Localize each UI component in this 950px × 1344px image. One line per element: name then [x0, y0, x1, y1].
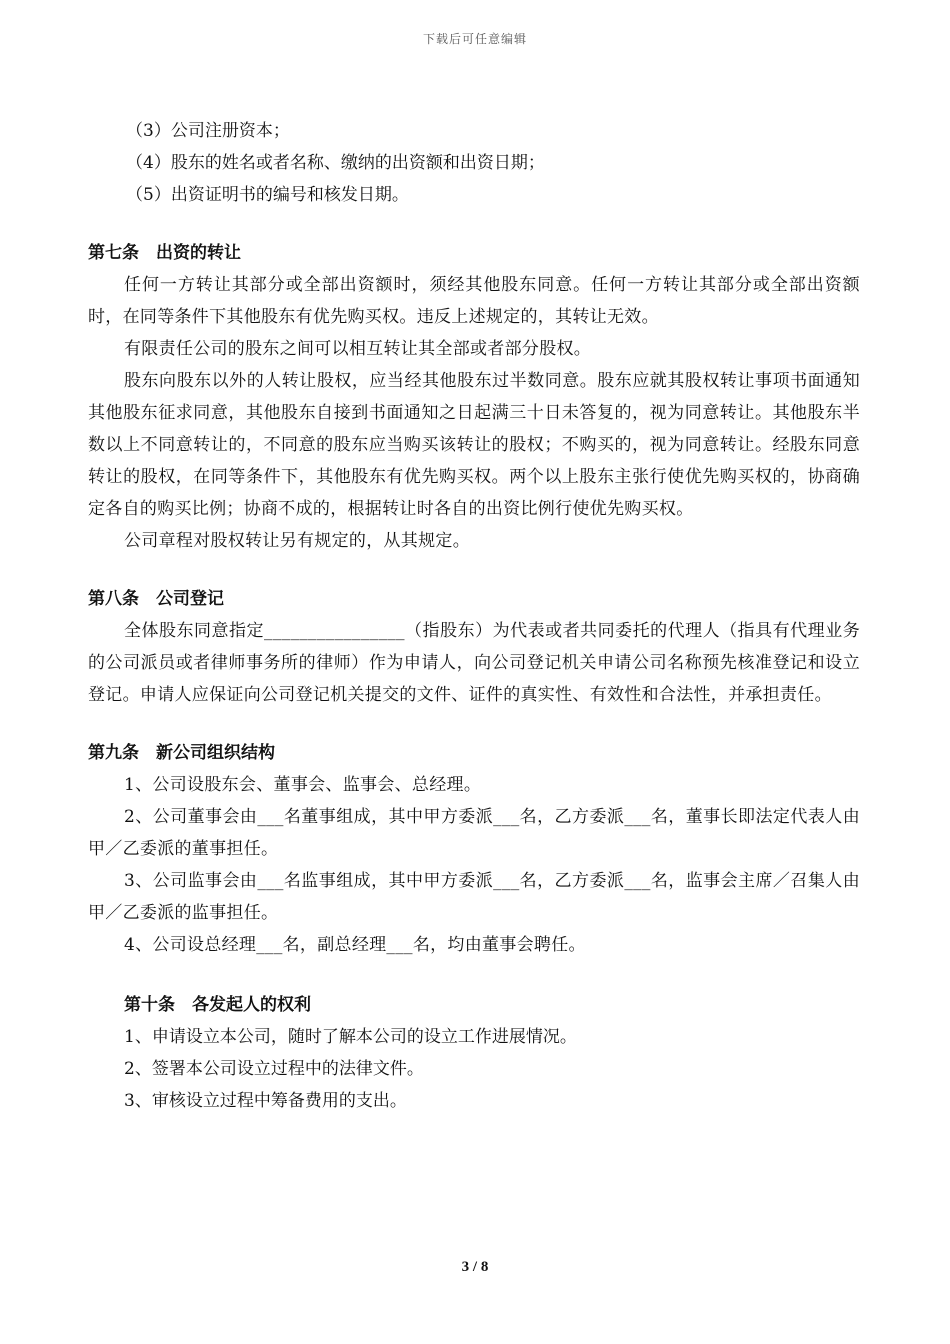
document-body [88, 115, 860, 1117]
page-number: 3 / 8 [461, 1259, 489, 1275]
article-8-title: 第八条 公司登记 [88, 589, 224, 609]
article-10-title: 第十条 各发起人的权利 [124, 995, 311, 1015]
article-7-paragraph: 有限责任公司的股东之间可以相互转让其全部或者部分股权。 [124, 339, 592, 359]
article-9-paragraph: 3、公司监事会由___名监事组成，其中甲方委派___名，乙方委派___名，监事会主席／召集人由甲／乙委派的监事担任。 [88, 871, 860, 923]
page-header: 下载后可任意编辑 [422, 32, 527, 46]
article-7-paragraph: 股东向股东以外的人转让股权，应当经其他股东过半数同意。股东应就其股权转让事项书面通知其他股东征求同意，其他股东自接到书面通知之日起满三十日未答复的，视为同意转让。其他股东半数以上不同意转让的，不同意的股东应当购买该转让的股权；不购买的，视为同意转让。经股东同意转让的股权，在同等条件下，其他股东有优先购买权。两个以上股东主张行使优先购买权的，协商确定各自的购买比例；协商不成的，根据转让时各自的出资比例行使优先购买权。 [88, 371, 860, 519]
article-9-paragraph: 2、公司董事会由___名董事组成，其中甲方委派___名，乙方委派___名，董事长即法定代表人由甲／乙委派的董事担任。 [88, 807, 860, 859]
article-10-item: 1、申请设立本公司，随时了解本公司的设立工作进展情况。 [124, 1027, 577, 1047]
list-item: （4）股东的姓名或者名称、缴纳的出资额和出资日期； [126, 153, 545, 173]
article-10-item: 2、签署本公司设立过程中的法律文件。 [124, 1059, 424, 1079]
article-8-paragraph: 全体股东同意指定________________（指股东）为代表或者共同委托的代理人（指具有代理业务的公司派员或者律师事务所的律师）作为申请人，向公司登记机关申请公司名称预先核准登记和设立登记。申请人应保证向公司登记机关提交的文件、证件的真实性、有效性和合法性，并承担责任。 [88, 621, 860, 705]
article-10-item: 3、审核设立过程中筹备费用的支出。 [124, 1091, 407, 1111]
article-7-paragraph: 任何一方转让其部分或全部出资额时，须经其他股东同意。任何一方转让其部分或全部出资额时，在同等条件下其他股东有优先购买权。违反上述规定的，其转让无效。 [88, 275, 860, 327]
article-9-title: 第九条 新公司组织结构 [88, 743, 275, 763]
article-9-paragraph: 1、公司设股东会、董事会、监事会、总经理。 [124, 775, 482, 795]
list-item: （3）公司注册资本； [126, 121, 290, 141]
article-7-title: 第七条 出资的转让 [88, 243, 241, 263]
list-item: （5）出资证明书的编号和核发日期。 [126, 185, 409, 205]
article-7-paragraph: 公司章程对股权转让另有规定的，从其规定。 [124, 531, 470, 551]
article-9-paragraph: 4、公司设总经理___名，副总经理___名，均由董事会聘任。 [124, 935, 586, 955]
